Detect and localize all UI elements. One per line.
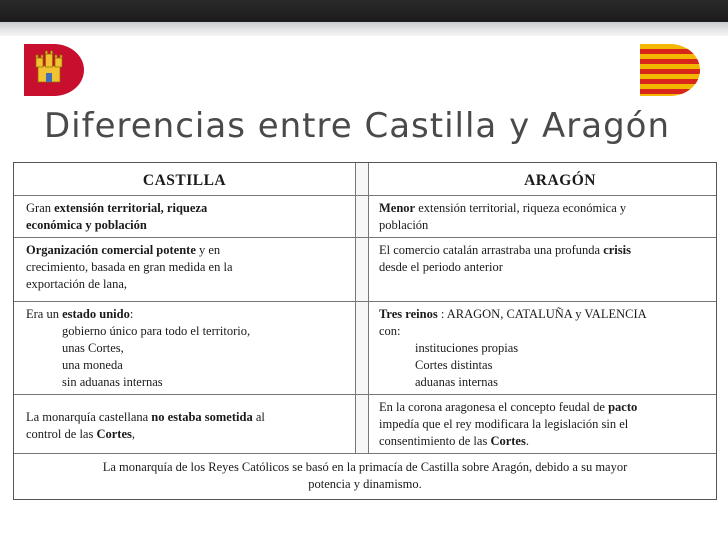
cell-text: extensión territorial, riqueza económica y bbox=[415, 201, 627, 215]
cell-line: crecimiento, basada en gran medida en la bbox=[26, 260, 233, 274]
aragon-cell bbox=[369, 302, 716, 394]
list-item: sin aduanas internas bbox=[62, 375, 163, 389]
aragon-flag-icon bbox=[640, 44, 700, 96]
footer-cell bbox=[14, 454, 716, 499]
list-item: gobierno único para todo el territorio, bbox=[62, 324, 251, 338]
cell-bold: Cortes bbox=[96, 427, 132, 441]
cell-text: : ARAGON, CATALUÑA y VALENCIA bbox=[437, 307, 647, 321]
column-separator bbox=[355, 302, 369, 394]
list-item: unas Cortes, bbox=[62, 341, 124, 355]
cell-line bbox=[379, 242, 708, 259]
cell-line bbox=[26, 426, 347, 443]
column-separator bbox=[355, 395, 369, 453]
cell-line bbox=[26, 242, 347, 259]
cell-text: El comercio catalán arrastraba una profunda bbox=[379, 243, 604, 257]
castilla-cell bbox=[14, 196, 355, 237]
castilla-cell bbox=[14, 395, 355, 453]
cell-line bbox=[26, 200, 347, 217]
list-item: una moneda bbox=[62, 358, 123, 372]
cell-bold: estado unido bbox=[62, 307, 130, 321]
castilla-cell bbox=[14, 302, 355, 394]
cell-line bbox=[379, 200, 708, 217]
footer-line: La monarquía de los Reyes Católicos se basó en la primacía de Castilla sobre Aragón, debido a su mayor bbox=[102, 460, 628, 474]
aragon-cell bbox=[369, 395, 716, 453]
column-separator bbox=[355, 196, 369, 237]
aragon-cell bbox=[369, 196, 716, 237]
cell-text: La monarquía castellana bbox=[26, 410, 152, 424]
cell-line bbox=[26, 409, 347, 426]
cell-line bbox=[379, 399, 708, 416]
cell-text: En la corona aragonesa el concepto feudal de bbox=[379, 400, 609, 414]
cell-bold: Organización comercial potente bbox=[26, 243, 196, 257]
cell-text: : bbox=[129, 307, 134, 321]
cell-line: desde el periodo anterior bbox=[379, 260, 503, 274]
aragon-cell bbox=[369, 238, 716, 301]
cell-line bbox=[26, 306, 347, 323]
comparison-table bbox=[13, 162, 717, 500]
cell-bold: económica y población bbox=[26, 218, 147, 232]
castilla-cell bbox=[14, 238, 355, 301]
table-row bbox=[14, 195, 716, 237]
header-castilla: CASTILLA bbox=[142, 172, 227, 189]
table-row bbox=[14, 301, 716, 394]
cell-line: exportación de lana, bbox=[26, 277, 127, 291]
cell-bold: Tres reinos bbox=[379, 307, 438, 321]
page-title: Diferencias entre Castilla y Aragón bbox=[44, 106, 670, 146]
cell-line: con: bbox=[379, 324, 401, 338]
cell-text: consentimiento de las bbox=[379, 434, 491, 448]
cell-bold: Menor bbox=[379, 201, 416, 215]
cell-text: Era un bbox=[26, 307, 63, 321]
cell-text: Gran bbox=[26, 201, 51, 215]
header-aragon: ARAGÓN bbox=[524, 172, 596, 189]
cell-text: al bbox=[252, 410, 265, 424]
cell-bold: no estaba sometida bbox=[151, 410, 253, 424]
column-separator bbox=[355, 238, 369, 301]
castilla-flag-icon bbox=[24, 44, 84, 96]
cell-line bbox=[26, 217, 347, 234]
top-bar bbox=[0, 0, 728, 22]
cell-line bbox=[379, 306, 708, 323]
cell-bold: pacto bbox=[608, 400, 638, 414]
cell-text: control de las bbox=[26, 427, 97, 441]
top-gradient-band bbox=[0, 22, 728, 36]
cell-text: y en bbox=[195, 243, 221, 257]
list-item: Cortes distintas bbox=[415, 358, 493, 372]
table-row bbox=[14, 394, 716, 453]
cell-bold: Cortes bbox=[490, 434, 526, 448]
cell-bold: crisis bbox=[603, 243, 631, 257]
table-row bbox=[14, 237, 716, 301]
cell-text: . bbox=[525, 434, 529, 448]
list-item: instituciones propias bbox=[415, 341, 519, 355]
cell-line bbox=[379, 433, 708, 450]
footer-line: potencia y dinamismo. bbox=[308, 477, 422, 491]
table-header-row bbox=[14, 163, 716, 195]
cell-text: , bbox=[131, 427, 135, 441]
cell-bold: extensión territorial, riqueza bbox=[54, 201, 208, 215]
cell-line: impedía que el rey modificara la legislación sin el bbox=[379, 417, 629, 431]
table-footer-row bbox=[14, 453, 716, 499]
column-separator bbox=[355, 163, 369, 195]
list-item: aduanas internas bbox=[415, 375, 498, 389]
cell-line: población bbox=[379, 218, 429, 232]
